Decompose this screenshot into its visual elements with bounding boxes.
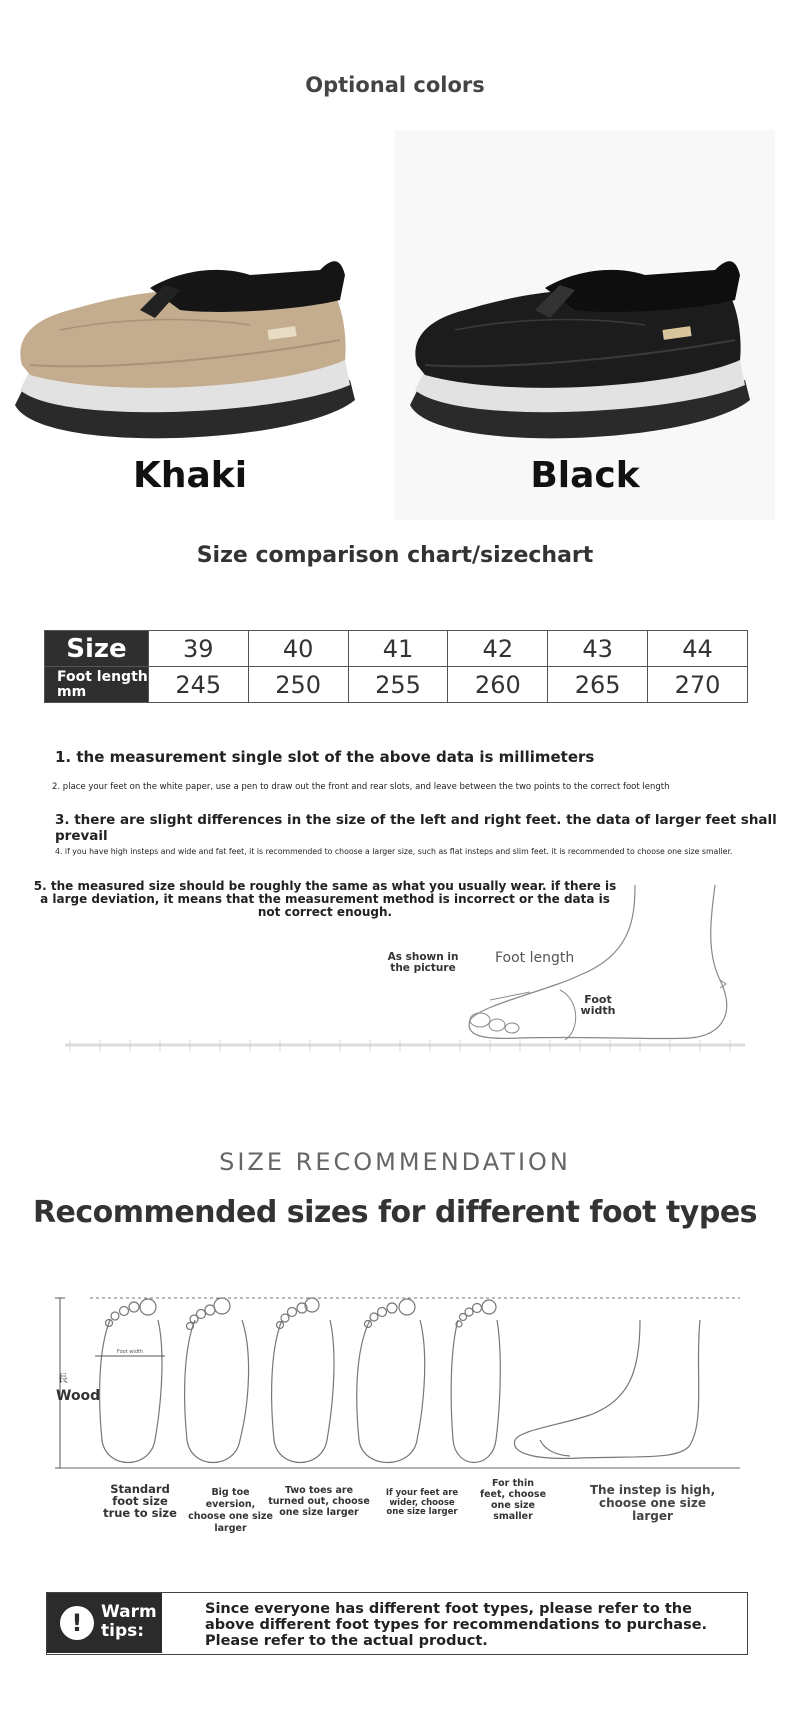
- foot-length-row: [45, 667, 748, 703]
- size-cell: 44: [648, 631, 748, 667]
- caption-big-toe: Big toe eversion, choose one size larger: [188, 1487, 273, 1534]
- axis-char: 長: [58, 1374, 68, 1385]
- optional-colors-title: Optional colors: [305, 73, 485, 97]
- foot-types-diagram: [40, 1290, 750, 1480]
- caption-wide-feet: If your feet are wider, choose one size larger: [385, 1488, 459, 1517]
- length-cell: 250: [248, 667, 348, 703]
- khaki-label: Khaki: [132, 455, 248, 496]
- length-cell: 245: [148, 667, 248, 703]
- warm-tips-text: Since everyone has different foot types, please refer to the above different foot types for recommendations to purchase. Please refer to the actual product.: [205, 1601, 708, 1649]
- note-3: 3. there are slight differences in the size of the left and right feet. the data of larger feet shall prevail: [55, 812, 777, 844]
- size-cell: 40: [248, 631, 348, 667]
- size-chart-title: Size comparison chart/sizechart: [196, 543, 594, 568]
- size-row: [45, 631, 748, 667]
- note-5: 5. the measured size should be roughly the same as what you usually wear. if there is a large deviation, it means that the measurement method is incorrect or the data is not correct enough.: [33, 879, 617, 919]
- size-chart-table: [44, 630, 748, 703]
- note-4: 4. if you have high insteps and wide and fat feet, it is recommended to choose a larger size, such as flat insteps and slim feet. it is recommended to choose one size smaller.: [55, 847, 733, 856]
- foot-length-label: Foot length: [495, 950, 575, 966]
- foot-width-mini-label: Foot width: [116, 1349, 144, 1355]
- caption-two-toes: Two toes are turned out, choose one size larger: [268, 1485, 370, 1518]
- size-recommendation-kicker: SIZE RECOMMENDATION: [219, 1148, 571, 1176]
- khaki-shoe-image: [0, 200, 380, 450]
- black-label: Black: [530, 455, 640, 496]
- caption-high-instep: The instep is high, choose one size larger: [589, 1483, 716, 1523]
- wood-axis-label: Wood: [56, 1388, 101, 1404]
- black-option[interactable]: [395, 130, 775, 520]
- warm-tips-box: [46, 1592, 748, 1655]
- size-cell: 42: [448, 631, 548, 667]
- size-cell: 41: [348, 631, 448, 667]
- black-shoe-image: [395, 200, 775, 450]
- foot-length-header-cell: Foot length mm: [45, 667, 149, 703]
- size-cell: 43: [548, 631, 648, 667]
- foot-width-label: Foot width: [580, 993, 616, 1017]
- warm-tips-label: Warm tips:: [101, 1602, 157, 1641]
- caption-thin-feet: For thin feet, choose one size smaller: [479, 1478, 547, 1522]
- khaki-option[interactable]: [0, 130, 380, 520]
- length-cell: 260: [448, 667, 548, 703]
- length-cell: 270: [648, 667, 748, 703]
- recommendation-title: Recommended sizes for different foot types: [32, 1195, 758, 1230]
- note-1: 1. the measurement single slot of the above data is millimeters: [55, 748, 595, 766]
- size-header-cell: Size: [45, 631, 149, 667]
- note-2: 2. place your feet on the white paper, use a pen to draw out the front and rear slots, and leave between the two points to the correct foot length: [52, 782, 670, 792]
- exclamation-icon: !: [60, 1606, 94, 1640]
- length-cell: 255: [348, 667, 448, 703]
- length-cell: 265: [548, 667, 648, 703]
- caption-standard: Standard foot size true to size: [103, 1482, 177, 1520]
- size-cell: 39: [148, 631, 248, 667]
- as-shown-label: As shown in the picture: [387, 951, 459, 974]
- warm-tips-label-block: [47, 1593, 162, 1653]
